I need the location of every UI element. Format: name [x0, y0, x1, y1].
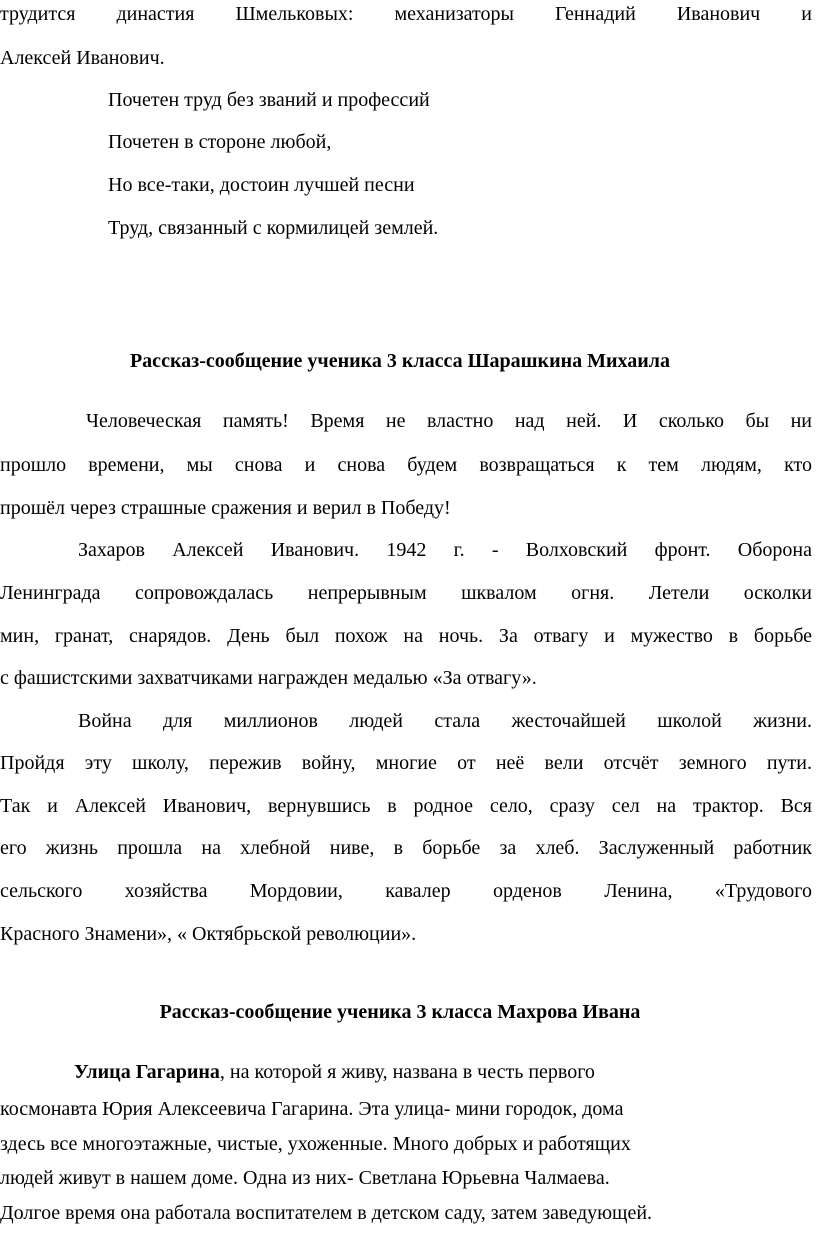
section2-para1-line-3: здесь все многоэтажные, чистые, ухоженные. Много добрых и работящих: [0, 1133, 631, 1155]
section1-para2-line-3: мин, гранат, снарядов. День был похож на ночь. За отвагу и мужество в борьбе: [0, 625, 812, 647]
intro-line-1: трудится династия Шмельковых: механизаторы Геннадий Иванович и: [0, 3, 812, 25]
poem-line-3: Но все-таки, достоин лучшей песни: [108, 174, 415, 196]
section1-para1-line-2: прошло времени, мы снова и снова будем возвращаться к тем людям, кто: [0, 454, 812, 476]
section1-para1-line-3: прошёл через страшные сражения и верил в Победу!: [0, 497, 451, 519]
section2-para1-line-5: Долгое время она работала воспитателем в детском саду, затем заведующей.: [0, 1202, 653, 1224]
intro-line-2: Алексей Иванович.: [0, 47, 165, 69]
section2-heading: Рассказ-сообщение ученика 3 класса Махрова Ивана: [159, 1001, 641, 1023]
section1-para3-line-5: сельского хозяйства Мордовии, кавалер орденов Ленина, «Трудового: [0, 880, 812, 902]
section2-para1-line-4: людей живут в нашем доме. Одна из них- Светлана Юрьевна Чалмаева.: [0, 1167, 610, 1189]
section2-para1-line-1-rest: , на которой я живу, названа в честь первого: [219, 1061, 595, 1083]
section1-para2-line-2: Ленинграда сопровождалась непрерывным шквалом огня. Летели осколки: [0, 582, 812, 604]
section1-para3-line-6: Красного Знамени», « Октябрьской революции».: [0, 923, 417, 945]
section2-para1-line-2: космонавта Юрия Алексеевича Гагарина. Эта улица- мини городок, дома: [0, 1098, 624, 1120]
section1-para2-line-4: с фашистскими захватчиками награжден медалью «За отвагу».: [0, 667, 537, 689]
section1-para3-line-3: Так и Алексей Иванович, вернувшись в родное село, сразу сел на трактор. Вся: [0, 795, 812, 817]
section2-para1-line-1: [74, 1060, 595, 1084]
section1-heading: Рассказ-сообщение ученика 3 класса Шарашкина Михаила: [129, 350, 671, 372]
poem-line-1: Почетен труд без званий и профессий: [108, 89, 430, 111]
section1-para2-line-1: Захаров Алексей Иванович. 1942 г. - Волховский фронт. Оборона: [78, 539, 812, 561]
poem-line-4: Труд, связанный с кормилицей землей.: [108, 217, 439, 239]
street-name-bold: Улица Гагарина: [74, 1061, 220, 1083]
section1-para3-line-4: его жизнь прошла на хлебной ниве, в борьбе за хлеб. Заслуженный работник: [0, 837, 812, 859]
section1-para3-line-1: Война для миллионов людей стала жесточайшей школой жизни.: [78, 710, 812, 732]
section1-para3-line-2: Пройдя эту школу, пережив войну, многие от неё вели отсчёт земного пути.: [0, 752, 812, 774]
poem-line-2: Почетен в стороне любой,: [108, 131, 332, 153]
section1-para1-line-1: Человеческая память! Время не властно над ней. И сколько бы ни: [86, 410, 812, 432]
